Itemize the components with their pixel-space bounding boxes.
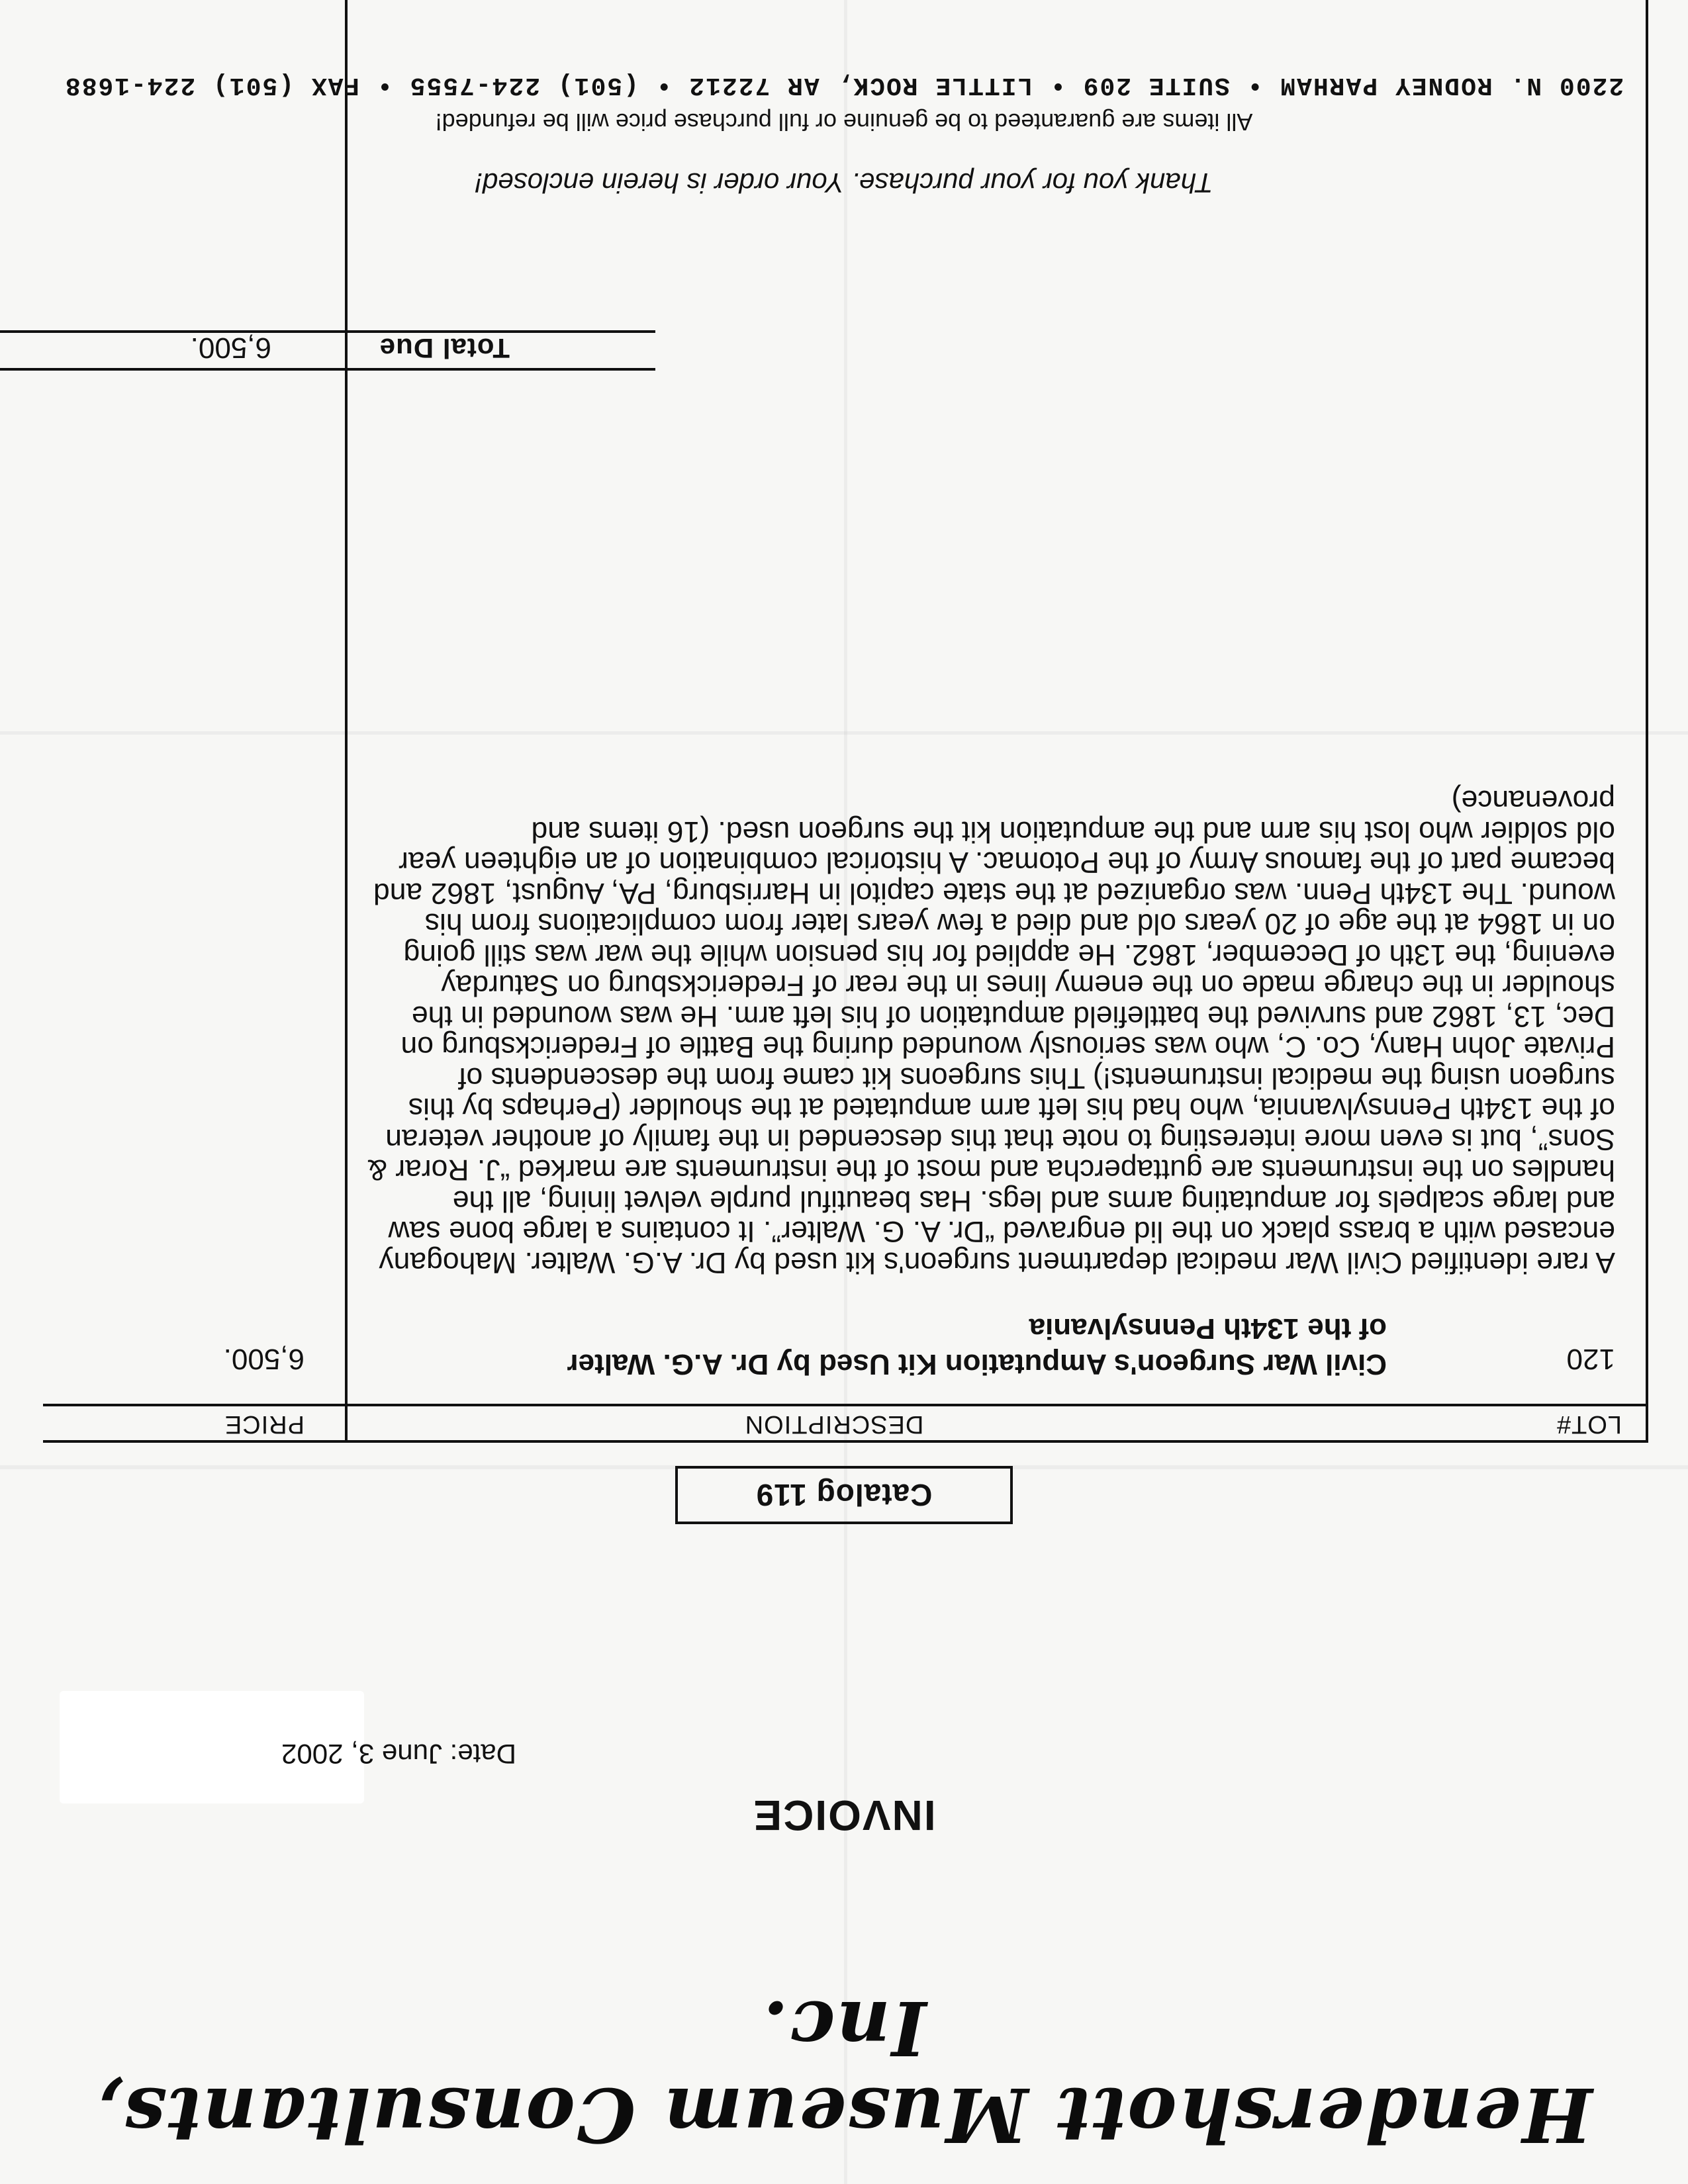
- total-due-amount: 6,500.: [190, 332, 271, 364]
- catalog-label: Catalog 119: [755, 1478, 933, 1512]
- column-header-price: PRICE: [224, 1410, 305, 1438]
- table-header-rule: [43, 1404, 1648, 1406]
- item-price: 6,500.: [223, 1343, 305, 1375]
- table-top-rule: [43, 1440, 1648, 1443]
- item-title: Civil War Surgeon's Amputation Kit Used by Dr. A.G. Walter of the 134th Pennsylvania: [567, 1312, 1387, 1381]
- document-title: INVOICE: [752, 1792, 936, 1839]
- table-price-divider: [345, 0, 348, 1443]
- company-address: 2200 N. RODNEY PARHAM • SUITE 209 • LITTLE ROCK, AR 72212 • (501) 224-7555 • FAX (501) 224-1688: [64, 71, 1624, 99]
- invoice-date: Date: June 3, 2002: [281, 1739, 516, 1770]
- thank-you-note: Thank you for your purchase. Your order is herein enclosed!: [475, 167, 1213, 199]
- column-header-lot: LOT#: [1556, 1410, 1622, 1438]
- total-top-rule: [0, 368, 655, 371]
- table-left-rule: [1646, 0, 1648, 1443]
- total-bottom-rule: [0, 330, 655, 333]
- total-due-label: Total Due: [379, 333, 510, 364]
- company-name: Hendershott Museum Consultants, Inc.: [95, 1984, 1593, 2158]
- catalog-box: [675, 1466, 1013, 1524]
- lot-number: 120: [1566, 1343, 1615, 1375]
- guarantee-note: All items are guaranteed to be genuine or full purchase price will be refunded!: [435, 109, 1253, 136]
- item-description: A rare identified Civil War medical department surgeon's kit used by Dr. A.G. Walter. Mahogany encased with a brass plack on the lid engraved “Dr. A. G. Walter”. It contains a large bone saw and large scalpels for amputating arms and legs. Has beautiful purple velvet lining, all the handles on the instruments are guttapercha and most of the instruments are marked “J. Rorar & Sons”, but is even more interesting to note that this descended in the family of another veteran of the 134th Pennsylvannia, who had his left arm amputated at the shoulder (Perhaps by this surgeon using the medical instruments!) This surgeons kit came from the descendents of Private John Hany, Co. C, who was seriously wounded during the Battle of Fredericksburg on Dec, 13, 1862 and survived the battlefield amputation of his left arm. He was wounded in the shoulder in the charge made on the enemy lines in the rear of Fredericksburg on Saturday evening, the 13th of December, 1862. He applied for his pension while the war was still going on in 1864 at the age of 20 years old and died a few years later from complications from his wound. The 134th Penn. was organized at the state capitol in Harrisburg, PA, August, 1862 and became part of the famous Army of the Potomac. A historical combination of an eighteen year old soldier who lost his arm and the amputation kit the surgeon used. (16 items and provenance): [367, 784, 1615, 1279]
- column-header-description: DESCRIPTION: [744, 1410, 924, 1438]
